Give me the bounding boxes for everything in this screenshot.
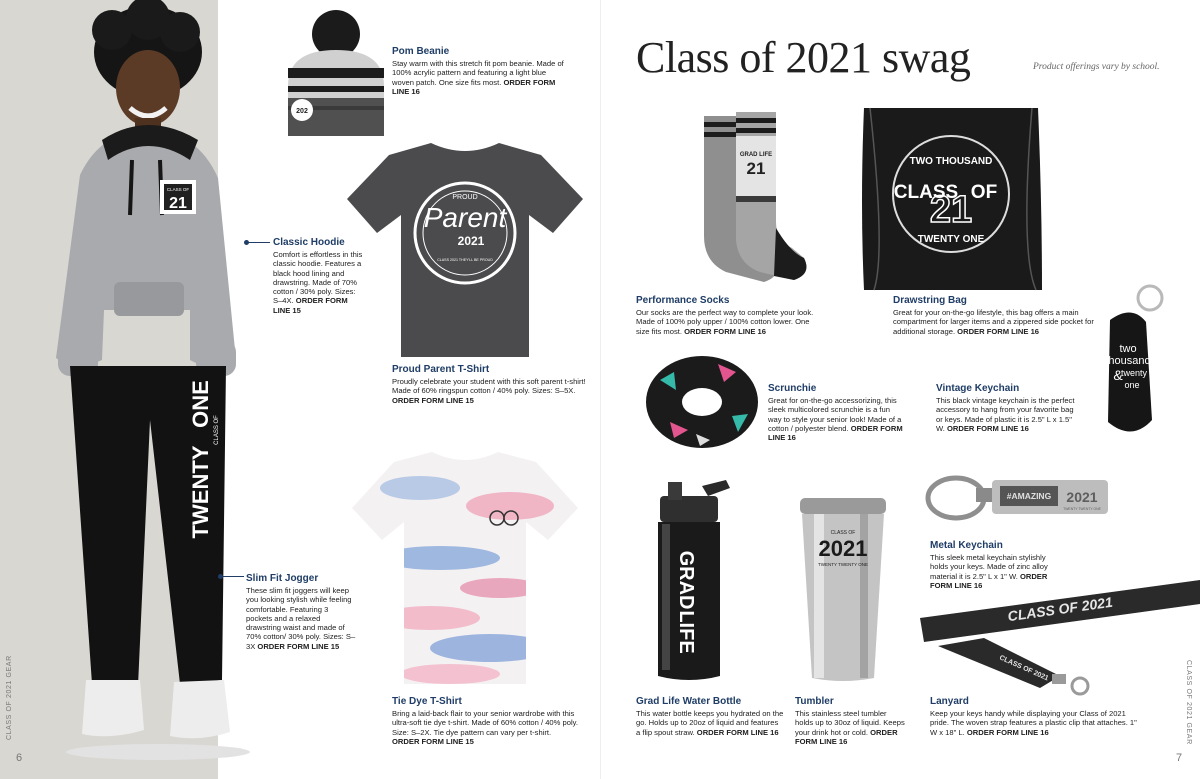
- metal-key-sub-text: TWENTY TWENTY ONE: [1063, 507, 1101, 511]
- tumbler-order: ORDER FORM LINE 16: [795, 727, 898, 746]
- performance-socks-image: [664, 112, 814, 292]
- jogger-leg-text-class-of: CLASS OF: [214, 415, 220, 445]
- water-bottle-order: ORDER FORM LINE 16: [696, 727, 779, 737]
- proud-parent-tshirt-image: [345, 135, 585, 360]
- water-bottle-name: Grad Life Water Bottle: [636, 696, 742, 707]
- left-page-side-label: CLASS OF 2021 GEAR: [6, 655, 13, 740]
- metal-keychain-name: Metal Keychain: [930, 540, 1003, 551]
- metal-keychain-image: [922, 470, 1112, 528]
- vintage-key-text-twenty: twenty: [1120, 368, 1148, 378]
- metal-keychain-text: This sleek metal keychain stylishly holds your keys. Made of zinc alloy material it is 2.5" L x 1" W.: [930, 553, 1048, 581]
- left-page-number: 6: [16, 752, 23, 764]
- drawstring-bag-description: [893, 295, 1103, 336]
- proud-parent-tshirt-order: ORDER FORM LINE 15: [392, 395, 474, 405]
- slim-fit-jogger-name: Slim Fit Jogger: [246, 573, 319, 584]
- vintage-key-text-one: one: [1124, 380, 1140, 390]
- lanyard-strap-text: CLASS OF 2021: [1006, 593, 1114, 625]
- drawstring-bag-order: ORDER FORM LINE 16: [957, 326, 1040, 336]
- right-page-number: 7: [1176, 752, 1183, 764]
- parent-shirt-ring-text: CLASS 2021 THEY'LL BE PROUD: [437, 258, 493, 262]
- parent-shirt-proud-text: PROUD: [452, 194, 478, 201]
- jogger-leg-text-one: ONE: [188, 380, 213, 428]
- pom-beanie-order: ORDER FORM LINE 16: [392, 77, 556, 96]
- slim-fit-jogger-order: ORDER FORM LINE 15: [257, 641, 340, 651]
- tie-dye-tshirt-image: [350, 448, 580, 688]
- performance-socks-order: ORDER FORM LINE 16: [684, 326, 766, 336]
- model-photo: [40, 0, 250, 760]
- proud-parent-tshirt-name: Proud Parent T-Shirt: [392, 364, 490, 375]
- bag-of-text: OF: [970, 182, 998, 203]
- vintage-keychain-name: Vintage Keychain: [936, 383, 1020, 394]
- lanyard-text: Keep your keys handy while displaying your Class of 2021 pride. The woven strap features a plastic clip that attaches. 1" W x 18" L.: [930, 709, 1137, 737]
- vintage-key-text-two: two: [1119, 343, 1137, 355]
- water-bottle-image: [642, 478, 746, 684]
- hoodie-patch-top-text: CLASS OF: [166, 187, 190, 192]
- tie-dye-tshirt-name: Tie Dye T-Shirt: [392, 696, 462, 707]
- tie-dye-tshirt-text: Bring a laid-back flair to your senior wardrobe with this ultra-soft tie dye t-shirt. Made of 60% cotton / 40% poly. Size: S–2X. Tie dye pattern can vary per t-shirt.: [392, 709, 578, 737]
- socks-grad-life-text: GRAD LIFE: [739, 152, 773, 158]
- vintage-keychain-image: [1092, 282, 1166, 442]
- tumbler-image: [796, 494, 896, 684]
- tumbler-text: This stainless steel tumbler holds up to 30oz of liquid. Keeps your drink hot or cold.: [795, 709, 905, 737]
- jogger-leader-line: [222, 576, 244, 577]
- page-title: Class of 2021 swag: [636, 33, 971, 82]
- scrunchie-description: [768, 383, 904, 442]
- lanyard-tab-text: CLASS OF 2021: [998, 654, 1050, 683]
- proud-parent-tshirt-description: [392, 364, 588, 405]
- tumbler-description: [795, 696, 905, 746]
- lanyard-name: Lanyard: [930, 696, 969, 707]
- page-gutter: [600, 0, 601, 779]
- bag-twenty-one-text: TWENTY ONE: [917, 234, 985, 245]
- drawstring-bag-name: Drawstring Bag: [893, 295, 967, 306]
- metal-key-year-text: 2021: [1066, 489, 1098, 505]
- parent-shirt-year-text: 2021: [457, 234, 485, 248]
- hoodie-patch-number: 21: [169, 195, 187, 212]
- tumbler-name: Tumbler: [795, 696, 834, 707]
- slim-fit-jogger-text: These slim fit joggers will keep you looking stylish while feeling comfortable. Featuring 3 pockets and a relaxed drawstring waist and made of 70% cotton/ 30% poly. Sizes: S–3X: [246, 586, 356, 651]
- socks-number-text: 21: [746, 159, 766, 178]
- lanyard-order: ORDER FORM LINE 16: [966, 727, 1049, 737]
- lanyard-description: [930, 696, 1138, 737]
- hoodie-leader-line: [248, 242, 270, 243]
- bag-two-thousand-text: TWO THOUSAND: [909, 156, 993, 167]
- pom-beanie-text: Stay warm with this stretch fit pom beanie. Made of 100% acrylic pattern and featuring a light blue woven patch. One size fits most.: [392, 59, 564, 87]
- metal-key-amazing-text: #AMAZING: [1006, 491, 1052, 501]
- drawstring-bag-text: Great for your on-the-go lifestyle, this bag offers a main compartment for larger items and a zippered side pocket for additional storage.: [893, 308, 1094, 336]
- vintage-key-text-thousand: thousand: [1105, 355, 1151, 367]
- vintage-key-text-ampersand: &: [1113, 367, 1123, 383]
- bag-class-text: CLASS: [893, 182, 959, 203]
- scrunchie-image: [640, 350, 764, 454]
- proud-parent-tshirt-text: Proudly celebrate your student with this soft parent t-shirt! Made of 60% ringspun cotton / 40% poly. Sizes: S–5X.: [392, 377, 586, 396]
- metal-keychain-description: [930, 540, 1060, 590]
- drawstring-bag-image: [856, 94, 1056, 296]
- vintage-keychain-text: This black vintage keychain is the perfect accessory to hang from your favorite bag or keys. Made of plastic it is 2.5" L x 1.5" W.: [936, 396, 1075, 433]
- slim-fit-jogger-description: [246, 573, 356, 651]
- classic-hoodie-description: [273, 237, 363, 315]
- scrunchie-text: Great for on-the-go accessorizing, this sleek multicolored scrunchie is a fun way to style your senior look! Made of a cotton / polyester blend.: [768, 396, 902, 433]
- classic-hoodie-order: ORDER FORM LINE 15: [273, 296, 348, 315]
- pom-beanie-image: [278, 6, 388, 144]
- bottle-grad-text: GRAD: [675, 550, 697, 610]
- pom-beanie-description: [392, 46, 570, 96]
- water-bottle-text: This water bottle keeps you hydrated on the go. Holds up to 20oz of liquid and features a flip spout straw.: [636, 709, 784, 737]
- tumbler-twenty-text: TWENTY TWENTY ONE: [817, 562, 869, 567]
- jogger-leg-text-twenty: TWENTY: [188, 445, 213, 539]
- performance-socks-name: Performance Socks: [636, 295, 730, 306]
- pom-beanie-name: Pom Beanie: [392, 46, 450, 57]
- metal-keychain-order: ORDER FORM LINE 16: [930, 571, 1048, 590]
- right-page-side-label: CLASS OF 2021 GEAR: [1185, 660, 1192, 745]
- scrunchie-order: ORDER FORM LINE 16: [768, 423, 903, 443]
- page-note: Product offerings vary by school.: [1033, 62, 1160, 72]
- tie-dye-tshirt-order: ORDER FORM LINE 15: [392, 736, 474, 746]
- scrunchie-name: Scrunchie: [768, 383, 817, 394]
- bottle-life-text: LIFE: [675, 610, 697, 654]
- vintage-keychain-order: ORDER FORM LINE 16: [946, 423, 1029, 433]
- classic-hoodie-name: Classic Hoodie: [273, 237, 345, 248]
- classic-hoodie-text: Comfort is effortless in this classic hoodie. Features a black hood lining and drawstring. Made of 70% cotton / 30% poly. Sizes: S–4X.: [273, 250, 363, 306]
- parent-shirt-parent-text: Parent: [423, 202, 507, 233]
- tumbler-year-text: 2021: [818, 536, 868, 561]
- performance-socks-description: [636, 295, 818, 336]
- water-bottle-description: [636, 696, 784, 737]
- bag-21-outline-text: 21: [929, 189, 973, 231]
- lanyard-image: [920, 572, 1200, 700]
- performance-socks-text: Our socks are the perfect way to complete your look. Made of 100% poly upper / 100% cotton lower. One size fits most.: [636, 308, 814, 336]
- tie-dye-tshirt-description: [392, 696, 578, 746]
- tumbler-class-of-text: CLASS OF: [830, 530, 856, 536]
- beanie-patch-text: 202: [296, 108, 308, 115]
- vintage-keychain-description: [936, 383, 1076, 433]
